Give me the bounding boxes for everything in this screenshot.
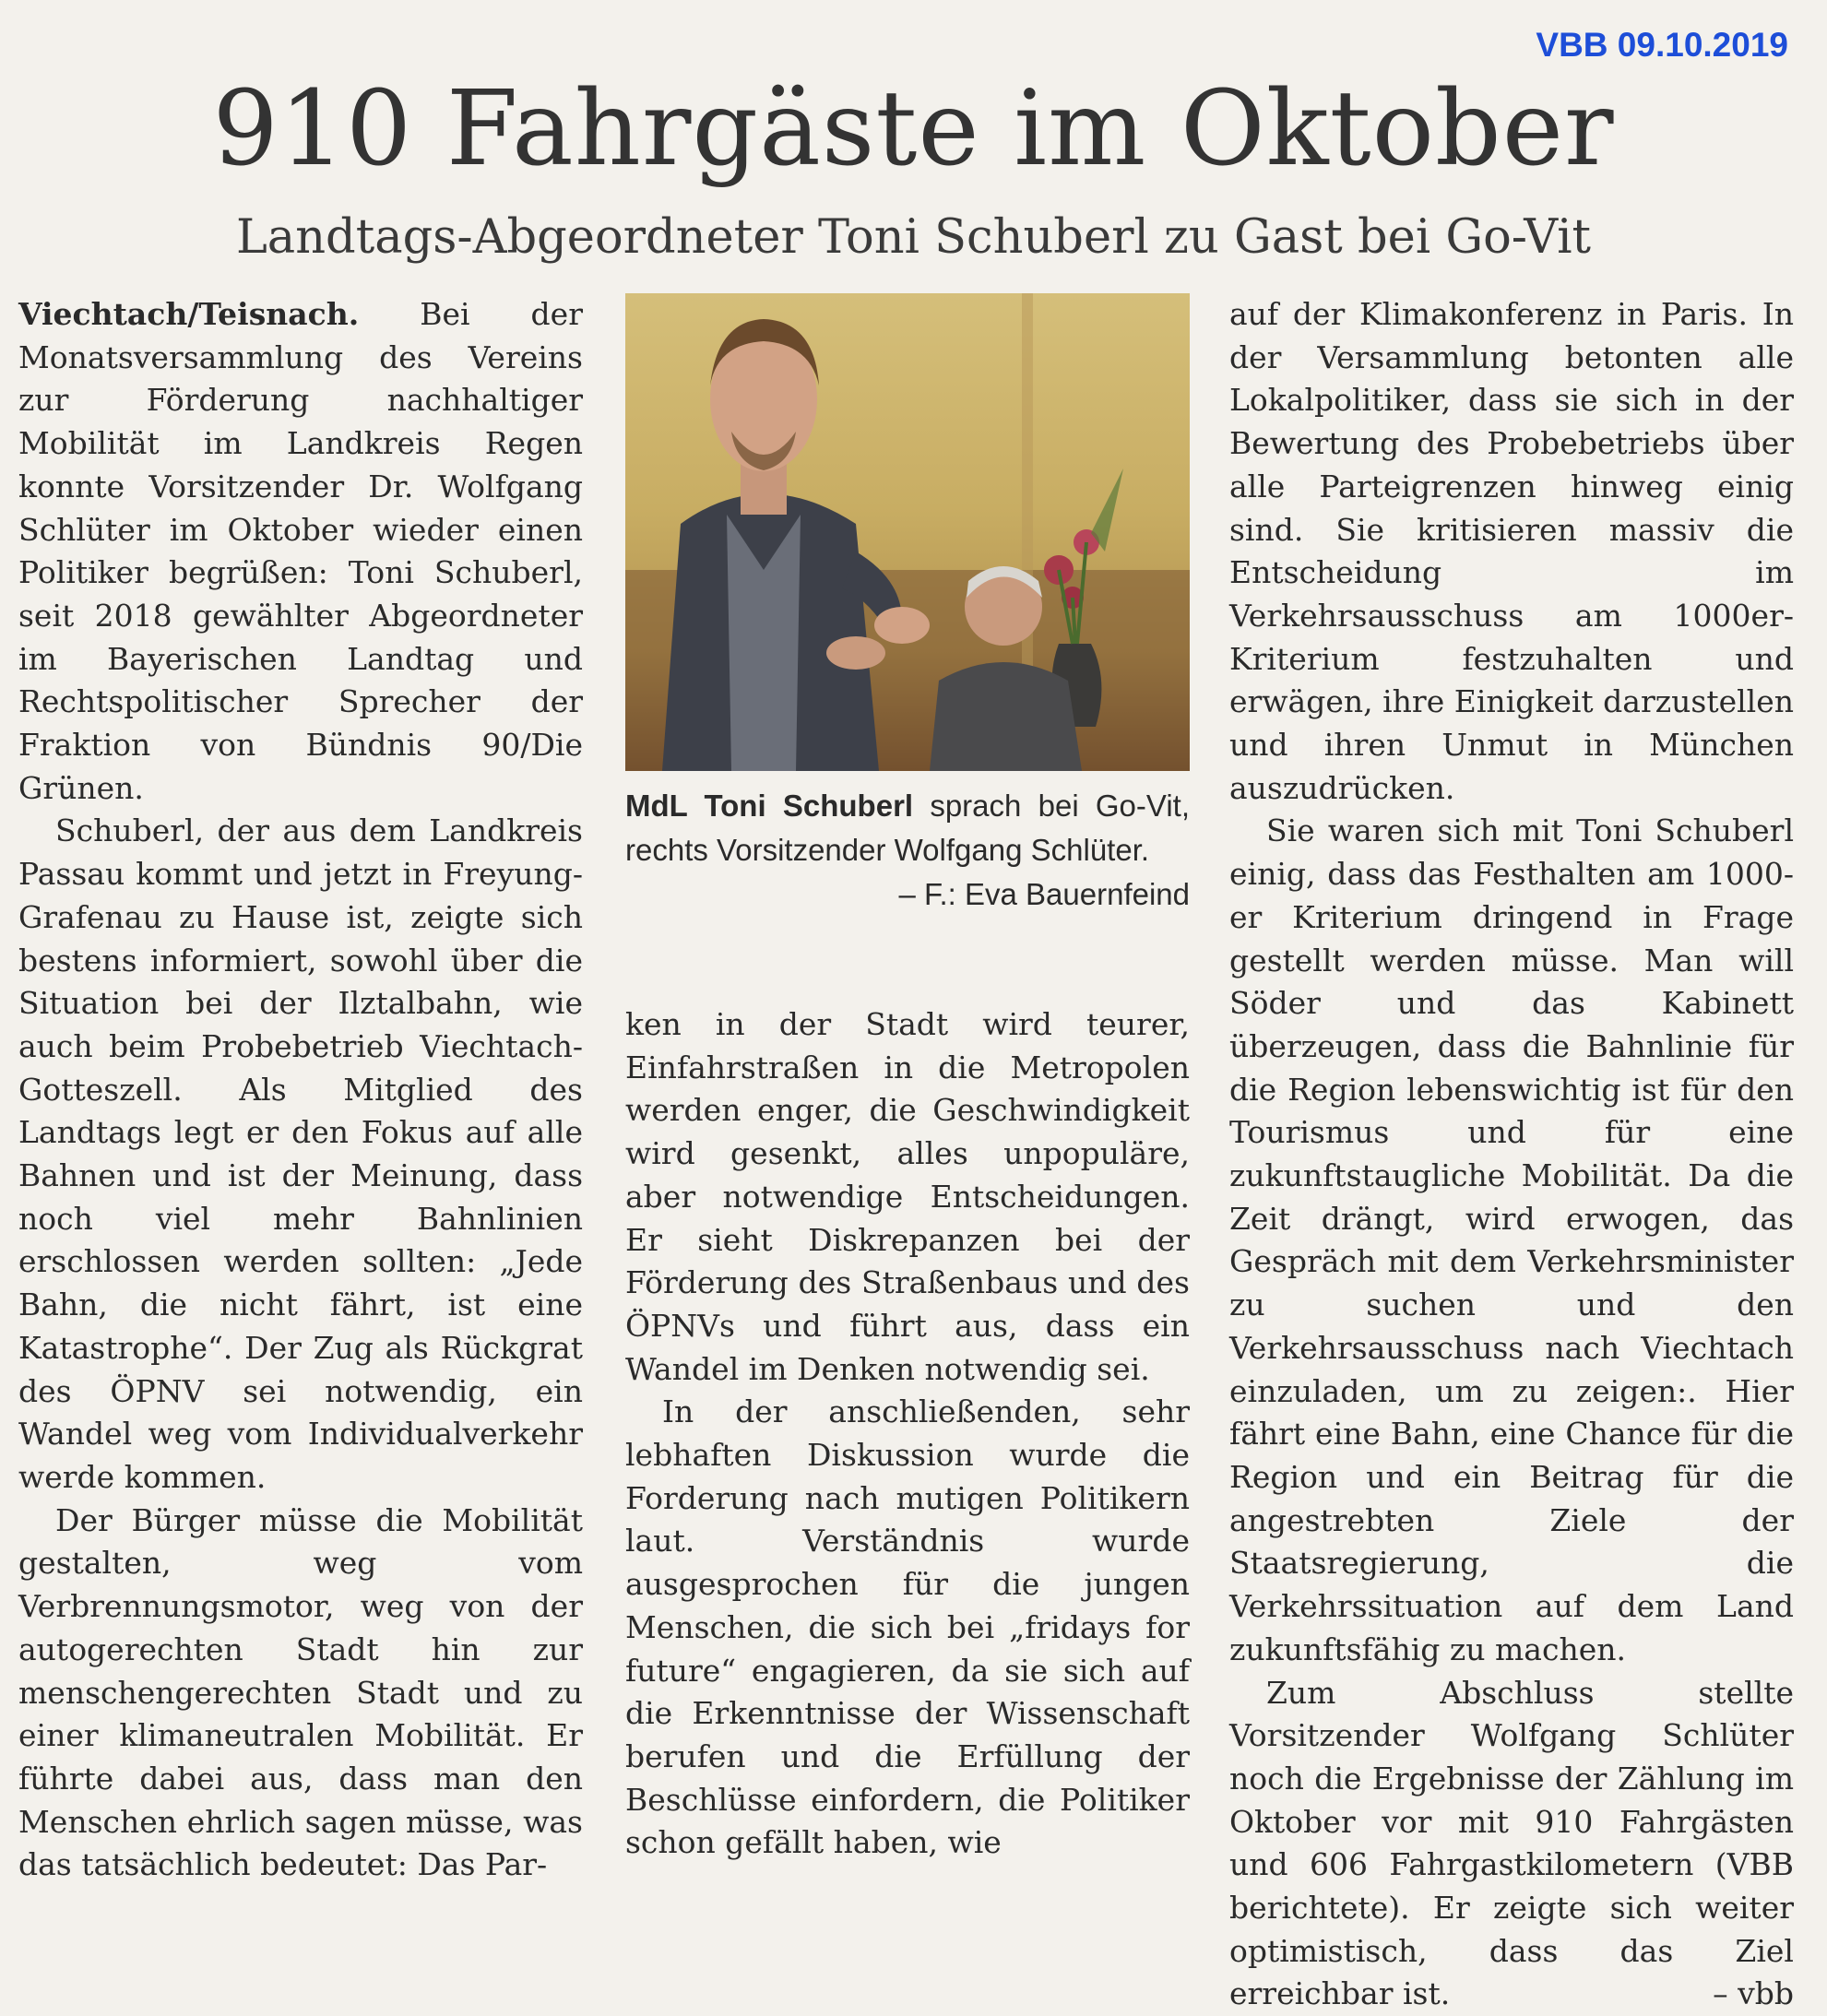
paragraph: [18, 293, 583, 810]
signoff: – vbb: [1676, 1973, 1794, 2016]
caption-text: [625, 784, 1190, 872]
article-column-1: [18, 293, 583, 1887]
dateline: Viechtach/Teisnach.: [18, 296, 359, 332]
article-column-2: [625, 1003, 1190, 1865]
paragraph-text: Bei der Monatsversammlung des Vereins zur Förderung nachhaltiger Mobilität im Landkreis Regen konnte Vorsitzender Dr. Wolfgang Schlüter im Oktober wieder einen Politiker begrüßen: Toni Schuberl, seit 2018 gewählter Abgeordneter im Bayerischen Landtag und Rechtspolitischer Sprecher der Fraktion von Bündnis 90/Die Grünen.: [18, 296, 583, 806]
photo-credit: – F.: Eva Bauernfeind: [898, 872, 1190, 917]
caption-body: sprach bei Go-Vit, rechts Vorsitzender Wolfgang Schlüter.: [625, 789, 1190, 867]
photo-caption: [625, 784, 1190, 917]
paragraph: In der anschließenden, sehr lebhaften Diskussion wurde die Forderung nach mutigen Politikern laut. Verständnis wurde ausgesprochen für die jungen Menschen, die sich bei „fridays for future“ engagieren, da sie sich auf die Erkenntnisse der Wissenschaft berufen und die Erfüllung der Beschlüsse einfordern, die Politiker schon gefällt haben, wie: [625, 1391, 1190, 1865]
subheadline: Landtags-Abgeordneter Toni Schuberl zu Gast bei Go-Vit: [0, 210, 1827, 265]
date-stamp: VBB 09.10.2019: [1536, 26, 1788, 65]
caption-bold: MdL Toni Schuberl: [625, 789, 913, 823]
paragraph: ken in der Stadt wird teurer, Einfahrstraßen in die Metropolen werden enger, die Geschwindigkeit wird gesenkt, alles unpopuläre, aber notwendige Entscheidungen. Er sieht Diskrepanzen bei der Förderung des Straßenbaus und des ÖPNVs und führt aus, dass ein Wandel im Denken notwendig sei.: [625, 1003, 1190, 1391]
article-photo: [625, 293, 1190, 771]
paragraph: Der Bürger müsse die Mobilität gestalten, weg vom Verbrennungsmotor, weg von der autogerechten Stadt hin zur menschengerechten Stadt und zu einer klimaneutralen Mobilität. Er führte dabei aus, dass man den Menschen ehrlich sagen müsse, was das tatsächlich bedeutet: Das Par-: [18, 1500, 583, 1887]
paragraph-text: Zum Abschluss stellte Vorsitzender Wolfgang Schlüter noch die Ergebnisse der Zählung im Oktober vor mit 910 Fahrgästen und 606 Fahrgastkilometern (VBB berichtete). Er zeigte sich weiter optimistisch, dass das Ziel erreichbar ist.: [1229, 1675, 1794, 2012]
photo-illustration: [625, 293, 1190, 771]
article-column-3: [1229, 293, 1794, 2016]
paragraph: [1229, 1672, 1794, 2016]
paragraph: Schuberl, der aus dem Landkreis Passau kommt und jetzt in Freyung-Grafenau zu Hause ist, zeigte sich bestens informiert, sowohl über die Situation bei der Ilztalbahn, wie auch beim Probebetrieb Viechtach-Gotteszell. Als Mitglied des Landtags legt er den Fokus auf alle Bahnen und ist der Meinung, dass noch viel mehr Bahnlinien erschlossen werden sollten: „Jede Bahn, die nicht fährt, ist eine Katastrophe“. Der Zug als Rückgrat des ÖPNV sei notwendig, ein Wandel weg vom Individualverkehr werde kommen.: [18, 810, 583, 1499]
paragraph: auf der Klimakonferenz in Paris. In der Versammlung betonten alle Lokalpolitiker, dass sie sich in der Bewertung des Probebetriebs über alle Parteigrenzen hinweg einig sind. Sie kritisieren massiv die Entscheidung im Verkehrsausschuss am 1000er-Kriterium festzuhalten und erwägen, ihre Einigkeit darzustellen und ihren Unmut in München auszudrücken.: [1229, 293, 1794, 810]
paragraph: Sie waren sich mit Toni Schuberl einig, dass das Festhalten am 1000-er Kriterium dringend in Frage gestellt werden müsse. Man will Söder und das Kabinett überzeugen, dass die Bahnlinie für die Region lebenswichtig ist für den Tourismus und für eine zukunftstaugliche Mobilität. Da die Zeit drängt, wird erwogen, das Gespräch mit dem Verkehrsminister zu suchen und den Verkehrsausschuss nach Viechtach einzuladen, um zu zeigen:. Hier fährt eine Bahn, eine Chance für die Region und ein Beitrag für die angestrebten Ziele der Staatsregierung, die Verkehrssituation auf dem Land zukunftsfähig zu machen.: [1229, 810, 1794, 1671]
headline: 910 Fahrgäste im Oktober: [0, 69, 1827, 189]
